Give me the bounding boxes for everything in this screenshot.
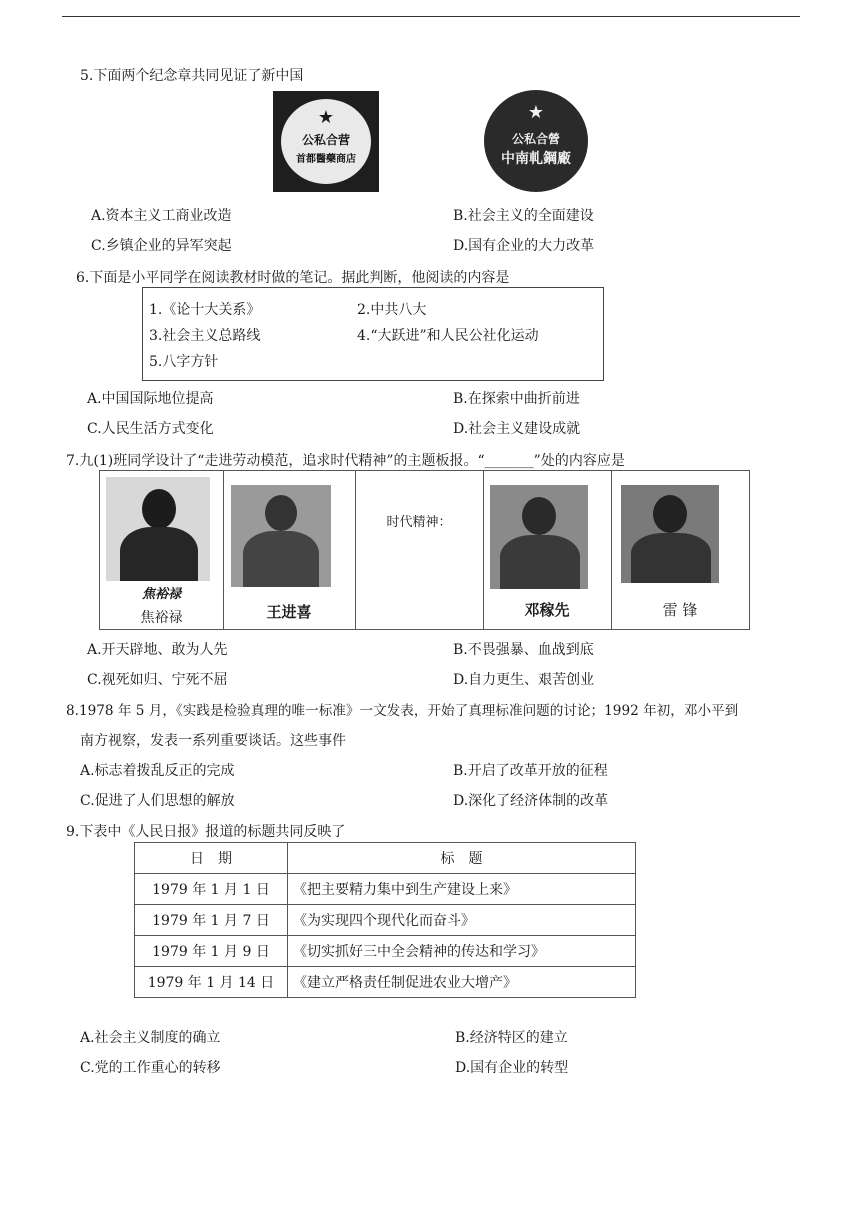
q6-stem: 6.下面是小平同学在阅读教材时做的笔记。据此判断，他阅读的内容是 [76,270,510,286]
q7-poster [99,470,750,630]
poster-cell-center [355,471,484,629]
q6-option-d[interactable]: D.社会主义建设成就 [453,421,581,437]
note-item: 5.八字方针 [149,354,219,370]
q5-option-b[interactable]: B.社会主义的全面建设 [453,208,594,224]
q8-option-a[interactable]: A.标志着拨乱反正的完成 [80,763,235,779]
q9-option-c[interactable]: C.党的工作重心的转移 [80,1060,221,1076]
portrait-name: 邓稼先 [524,601,570,619]
q8-option-d[interactable]: D.深化了经济体制的改革 [453,793,609,809]
poster-cell-2 [223,471,356,629]
q5-option-d[interactable]: D.国有企业的大力改革 [453,238,595,254]
portrait-photo [490,485,588,589]
table-header-title: 标 题 [288,843,636,874]
q9-stem: 9.下表中《人民日报》报道的标题共同反映了 [66,824,346,840]
table-cell-date: 1979 年 1 月 14 日 [135,967,288,998]
portrait-photo [621,485,719,583]
star-icon: ★ [527,102,545,123]
table-row [135,967,636,998]
medal-square [273,91,379,192]
q7-option-a[interactable]: A.开天辟地、敢为人先 [87,642,228,658]
q6-option-b[interactable]: B.在探索中曲折前进 [453,391,580,407]
medal1-top-text: 公私合营 [301,133,350,147]
medal1-bottom-text: 首都醫藥商店 [296,154,356,165]
note-item: 4.“大跃进”和人民公社化运动 [357,328,539,344]
q9-option-d[interactable]: D.国有企业的转型 [455,1060,569,1076]
portrait-name: 焦裕禄 [140,610,183,626]
poster-cell-4 [483,471,612,629]
q7-option-c[interactable]: C.视死如归、宁死不屈 [87,672,228,688]
medal2-top-text: 公私合營 [511,132,560,146]
top-rule [62,16,800,17]
table-row [135,905,636,936]
q9-option-b[interactable]: B.经济特区的建立 [455,1030,568,1046]
q5-stem: 5.下面两个纪念章共同见证了新中国 [80,68,304,84]
table-cell-date: 1979 年 1 月 1 日 [135,874,288,905]
star-icon: ★ [317,107,335,128]
note-item: 2.中共八大 [357,302,427,318]
poster-center-label: 时代精神： [386,515,452,530]
poster-cell-5 [611,471,749,629]
q6-notes-box [142,287,604,381]
q8-stem-line1: 8.1978 年 5 月，《实践是检验真理的唯一标准》一文发表，开始了真理标准问题的讨论；1992 年初，邓小平到 [66,703,739,719]
table-cell-title: 《切实抓好三中全会精神的传达和学习》 [288,936,636,967]
table-row [135,936,636,967]
table-cell-title: 《建立严格责任制促进农业大增产》 [288,967,636,998]
medal-round [484,90,588,192]
table-header-date: 日 期 [135,843,288,874]
note-item: 1.《论十大关系》 [149,302,261,318]
table-cell-date: 1979 年 1 月 9 日 [135,936,288,967]
table-cell-title: 《为实现四个现代化而奋斗》 [288,905,636,936]
q6-option-c[interactable]: C.人民生活方式变化 [87,421,214,437]
q8-option-b[interactable]: B.开启了改革开放的征程 [453,763,608,779]
portrait-photo [231,485,331,587]
q7-option-d[interactable]: D.自力更生、艰苦创业 [453,672,595,688]
q9-option-a[interactable]: A.社会主义制度的确立 [80,1030,221,1046]
table-cell-date: 1979 年 1 月 7 日 [135,905,288,936]
q5-option-c[interactable]: C.乡镇企业的异军突起 [91,238,232,254]
table-header-row [135,843,636,874]
medal-square-face [281,99,371,184]
q7-option-b[interactable]: B.不畏强暴、血战到底 [453,642,594,658]
portrait-name: 王进喜 [266,603,312,621]
q5-option-a[interactable]: A.资本主义工商业改造 [91,208,232,224]
portrait-name: 雷 锋 [662,601,698,619]
table-row [135,874,636,905]
medal2-bottom-text: 中南軋鋼廠 [501,151,571,167]
q6-option-a[interactable]: A.中国国际地位提高 [87,391,214,407]
q8-stem-line2: 南方视察，发表一系列重要谈话。这些事件 [80,733,346,749]
q7-stem: 7.九(1)班同学设计了“走进劳动模范，追求时代精神”的主题板报。“_______”处的内容应是 [66,453,625,469]
portrait-photo [106,477,210,581]
q9-table [134,842,636,998]
q8-option-c[interactable]: C.促进了人们思想的解放 [80,793,235,809]
poster-cell-1 [100,471,224,629]
note-item: 3.社会主义总路线 [149,328,261,344]
portrait-signature: 焦裕禄 [141,587,181,602]
table-cell-title: 《把主要精力集中到生产建设上来》 [288,874,636,905]
